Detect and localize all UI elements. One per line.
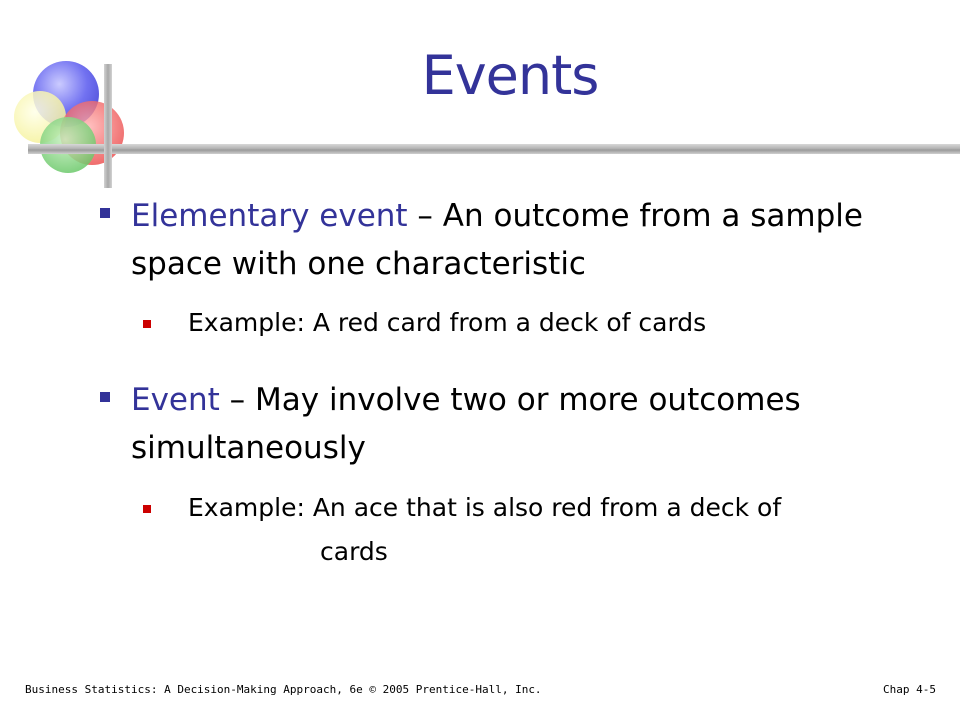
sub-bullet-square-icon: [143, 505, 151, 513]
bullet-text: [131, 192, 921, 288]
bullet-definition-cont: simultaneously: [131, 430, 366, 466]
bullet-definition: – May involve two or more outcomes: [219, 382, 801, 418]
bullet-square-icon: [100, 208, 110, 218]
bullet-text: [131, 376, 921, 472]
title-divider-vertical: [104, 64, 112, 188]
term-elementary-event: Elementary event: [131, 198, 408, 234]
term-event: Event: [131, 382, 220, 418]
title-divider-horizontal: [28, 144, 960, 154]
bullet-square-icon: [100, 392, 110, 402]
footer-page-number: Chap 4-5: [883, 683, 936, 696]
sub-bullet-text: Example: An ace that is also red from a deck of: [188, 493, 782, 522]
bullet-definition: – An outcome from a sample: [407, 198, 863, 234]
sub-bullet-text-cont: cards: [320, 537, 388, 566]
sub-bullet-text: Example: A red card from a deck of cards: [188, 308, 707, 337]
overlapping-circles-logo-icon: [0, 50, 140, 200]
sub-bullet-square-icon: [143, 320, 151, 328]
footer-citation: Business Statistics: A Decision-Making Approach, 6e © 2005 Prentice-Hall, Inc.: [25, 683, 542, 696]
bullet-definition-cont: space with one characteristic: [131, 246, 586, 282]
slide-title: Events: [421, 44, 599, 107]
